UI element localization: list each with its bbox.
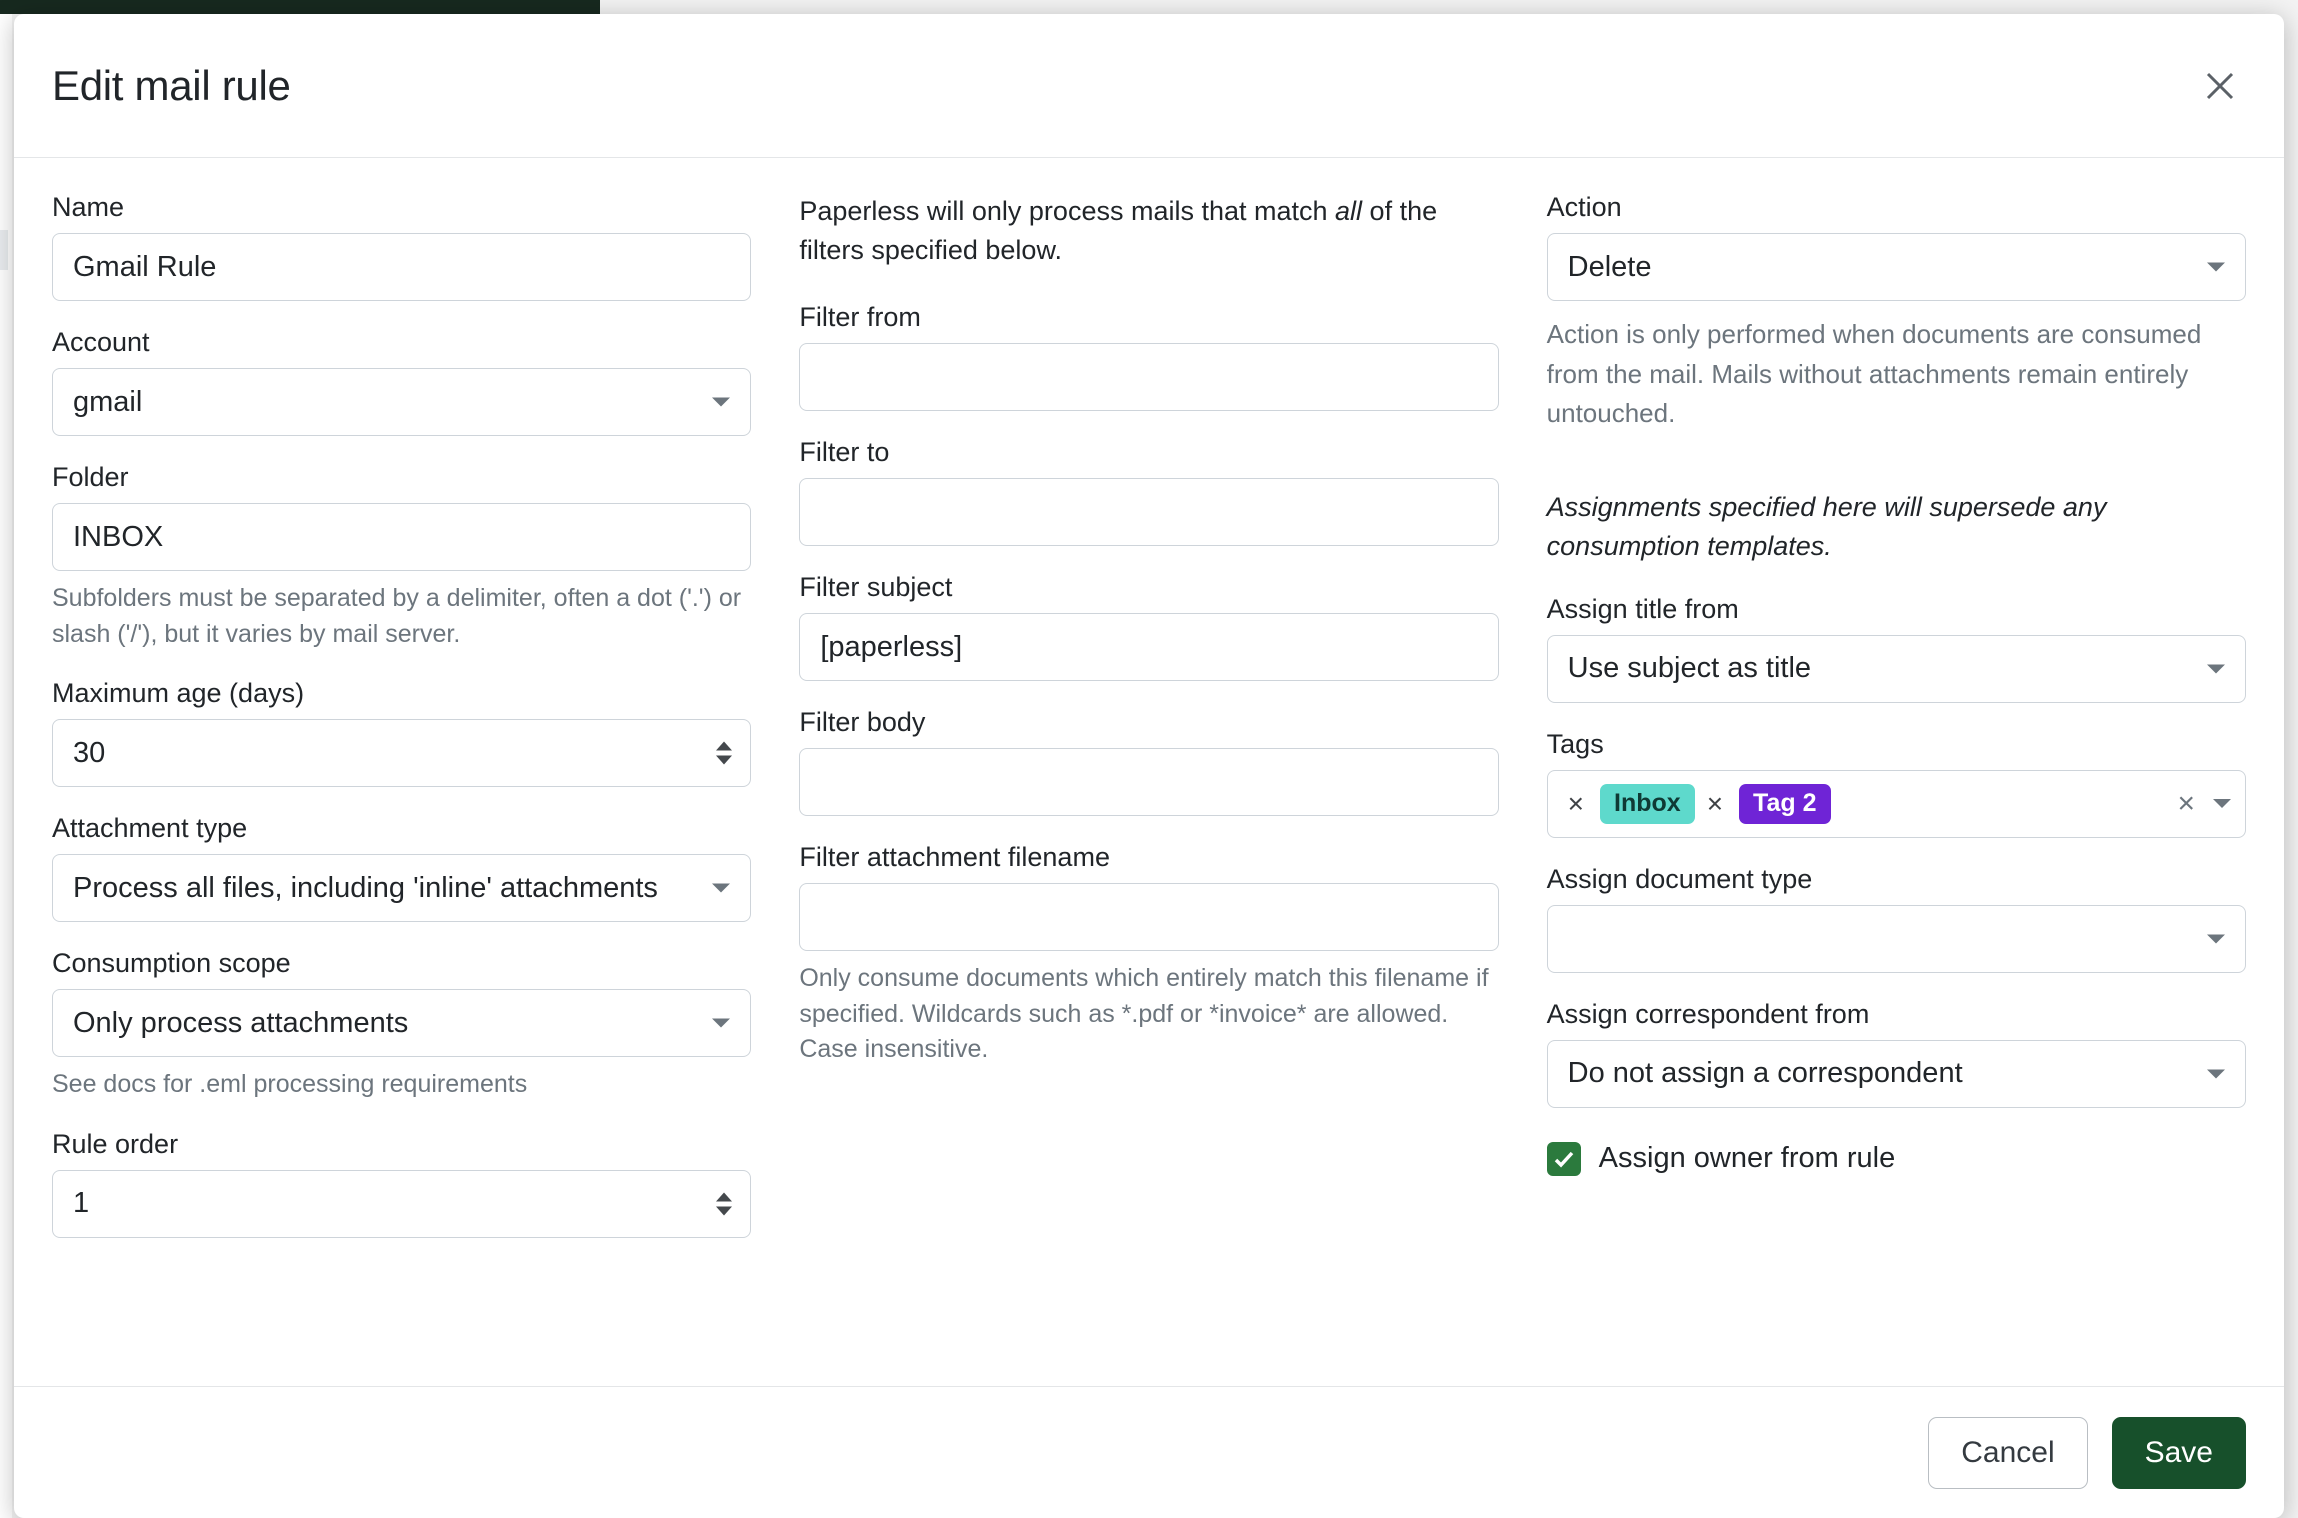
assign-correspondent-label: Assign correspondent from [1546, 998, 1870, 1029]
account-select[interactable] [52, 368, 751, 436]
attachment-type-group [52, 813, 751, 922]
filter-body-input[interactable] [799, 748, 1498, 816]
rule-order-value: 1 [73, 1187, 90, 1219]
dialog-body [14, 158, 2284, 1386]
maximum-age-value: 30 [73, 736, 106, 769]
rule-order-input[interactable] [52, 1170, 751, 1238]
chevron-down-icon [2207, 934, 2225, 943]
filters-intro-before: Paperless will only process mails that match [799, 196, 1336, 226]
filter-from-input[interactable] [799, 343, 1498, 411]
chevron-down-icon [2207, 664, 2225, 673]
assign-correspondent-value: Do not assign a correspondent [1567, 1057, 1963, 1090]
consumption-scope-value: Only process attachments [73, 1006, 409, 1039]
assign-title-select[interactable] [1547, 635, 2246, 703]
stepper-up-icon[interactable] [716, 742, 732, 751]
tag-pill[interactable]: Inbox [1600, 784, 1695, 824]
assign-title-value: Use subject as title [1567, 652, 1812, 685]
filter-to-input[interactable] [799, 478, 1498, 546]
filters-column [799, 192, 1498, 1386]
filter-body-group [799, 707, 1498, 816]
attachment-type-value: Process all files, including 'inline' attachments [73, 871, 658, 904]
filter-to-group [799, 437, 1498, 546]
attachment-type-label: Attachment type [52, 813, 248, 843]
filter-attachment-filename-group [799, 842, 1498, 1068]
close-icon[interactable] [2194, 60, 2246, 112]
dialog-header [14, 14, 2284, 158]
window-titlebar-strip [0, 0, 600, 14]
account-select-value: gmail [73, 385, 143, 418]
tag-pill[interactable]: Tag 2 [1739, 784, 1830, 824]
attachment-type-select[interactable] [52, 854, 751, 922]
filters-intro-after: of the filters specified below. [799, 196, 1438, 266]
assignments-note: Assignments specified here will supersede any consumption templates. [1546, 491, 2107, 561]
tags-label: Tags [1546, 728, 1604, 759]
assign-correspondent-select[interactable] [1547, 1040, 2246, 1108]
save-button[interactable]: Save [2112, 1417, 2246, 1489]
maximum-age-label: Maximum age (days) [52, 678, 305, 708]
folder-input[interactable] [52, 503, 751, 571]
name-group [52, 192, 751, 301]
chevron-down-icon [2207, 263, 2225, 272]
folder-help-text: Subfolders must be separated by a delimiter, often a dot ('.') or slash ('/'), but it varies by mail server. [52, 584, 742, 648]
dialog-title: Edit mail rule [52, 61, 291, 109]
stepper-down-icon[interactable] [716, 1206, 732, 1215]
assign-owner-checkbox[interactable] [1547, 1142, 1581, 1176]
tags-input-actions [2177, 786, 2231, 820]
assign-owner-row[interactable] [1547, 1142, 2246, 1176]
action-value: Delete [1567, 250, 1652, 283]
maximum-age-stepper[interactable] [716, 742, 732, 765]
rule-order-group [52, 1129, 751, 1238]
rule-order-stepper[interactable] [716, 1192, 732, 1215]
folder-input-value: INBOX [73, 520, 164, 553]
chevron-down-icon[interactable] [2213, 799, 2231, 808]
clear-tags-icon[interactable]: × [2177, 786, 2195, 820]
maximum-age-input[interactable] [52, 719, 751, 787]
consumption-scope-help-text: See docs for .eml processing requirements [52, 1070, 528, 1098]
background-sidebar-sliver [0, 230, 8, 270]
filter-from-label: Filter from [799, 302, 921, 333]
action-group [1547, 192, 2246, 434]
assign-title-label: Assign title from [1546, 593, 1739, 624]
chevron-down-icon [712, 884, 730, 893]
filter-attachment-filename-help-text: Only consume documents which entirely match this filename if specified. Wildcards such as *.pdf or *invoice* are allowed. Case insensitive. [799, 964, 1489, 1064]
name-input-value: Gmail Rule [73, 250, 217, 283]
account-label: Account [52, 327, 150, 357]
filter-subject-group [799, 572, 1498, 681]
edit-mail-rule-dialog [14, 14, 2284, 1518]
filter-body-label: Filter body [799, 707, 926, 738]
assign-document-type-group [1547, 864, 2246, 973]
filter-attachment-filename-input[interactable] [799, 883, 1498, 951]
filters-intro-text [799, 192, 1498, 270]
name-label: Name [52, 192, 125, 222]
assign-correspondent-group [1547, 999, 2246, 1108]
assign-title-group [1547, 594, 2246, 703]
account-group [52, 327, 751, 436]
assign-document-type-label: Assign document type [1546, 863, 1813, 894]
stepper-up-icon[interactable] [716, 1192, 732, 1201]
action-select[interactable] [1547, 233, 2246, 301]
chevron-down-icon [712, 1019, 730, 1028]
filter-subject-label: Filter subject [799, 572, 953, 603]
folder-group [52, 462, 751, 652]
filter-attachment-filename-label: Filter attachment filename [799, 842, 1110, 873]
dialog-footer [14, 1386, 2284, 1518]
action-label: Action [1546, 192, 1622, 222]
filters-intro-emphasis: all [1335, 196, 1363, 226]
assign-owner-label: Assign owner from rule [1598, 1142, 1896, 1175]
tag-chip [1560, 784, 1695, 824]
remove-tag-icon[interactable]: × [1706, 787, 1724, 819]
tags-input[interactable] [1547, 770, 2246, 838]
rule-order-label: Rule order [52, 1128, 179, 1159]
filter-from-group [799, 302, 1498, 411]
consumption-scope-group [52, 948, 751, 1103]
maximum-age-group [52, 678, 751, 787]
cancel-button[interactable]: Cancel [1928, 1417, 2087, 1489]
filter-subject-value: [paperless] [820, 630, 963, 663]
consumption-scope-label: Consumption scope [52, 948, 291, 978]
name-input[interactable] [52, 233, 751, 301]
actions-column [1547, 192, 2246, 1386]
stepper-down-icon[interactable] [716, 756, 732, 765]
remove-tag-icon[interactable]: × [1567, 787, 1585, 819]
assign-document-type-select[interactable] [1547, 905, 2246, 973]
chevron-down-icon [2207, 1069, 2225, 1078]
tags-group [1547, 729, 2246, 838]
chevron-down-icon [712, 398, 730, 407]
filter-to-label: Filter to [799, 437, 890, 468]
consumption-scope-select[interactable] [52, 989, 751, 1057]
action-help-text: Action is only performed when documents are consumed from the mail. Mails without attachments remain entirely untouched. [1546, 319, 2202, 429]
filter-subject-input[interactable] [799, 613, 1498, 681]
rule-basics-column [52, 192, 751, 1386]
tag-chip [1699, 784, 1831, 824]
folder-label: Folder [52, 462, 129, 492]
